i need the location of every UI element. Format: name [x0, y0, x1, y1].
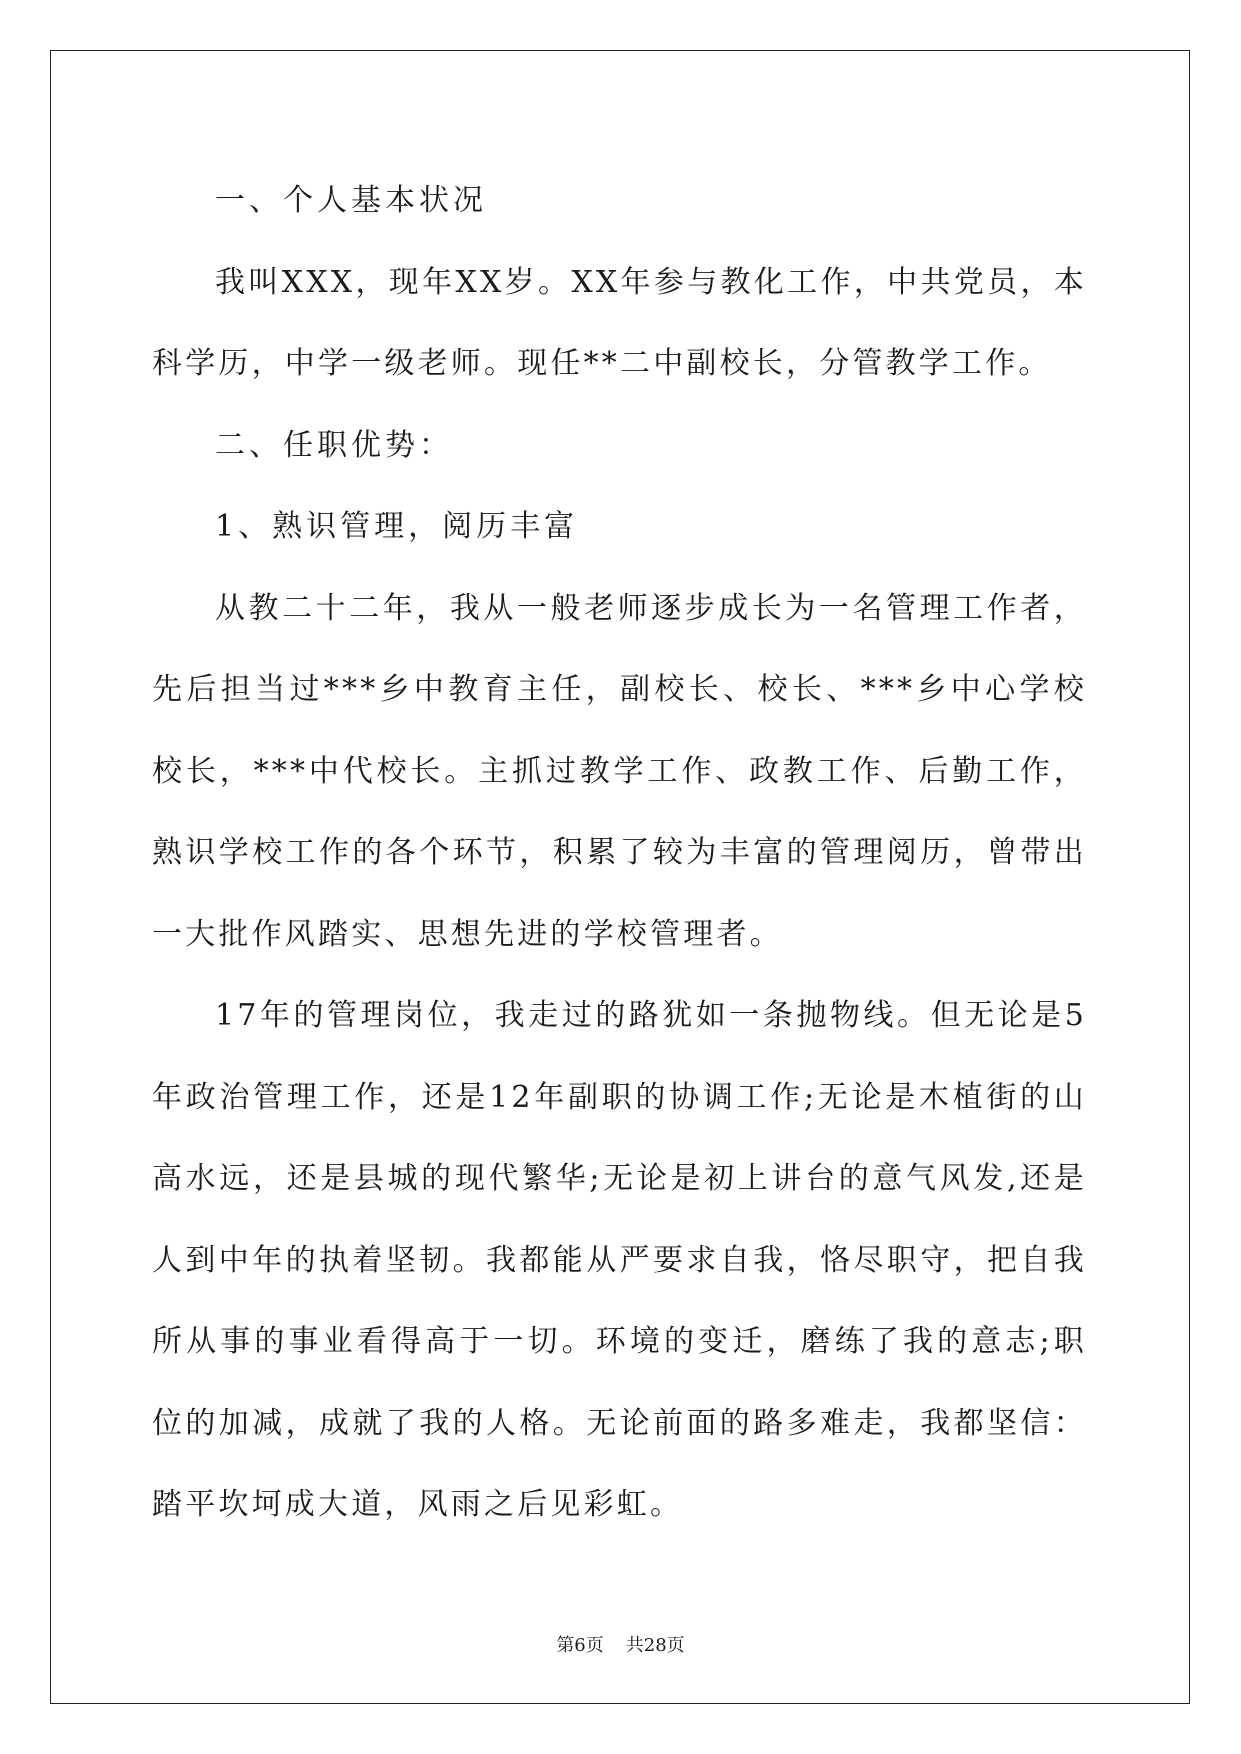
section-heading-advantages: 二、任职优势：: [215, 427, 453, 463]
page-footer: [0, 1631, 1241, 1657]
paragraph-career-history: 从教二十二年，我从一般老师逐步成长为一名管理工作者，先后担当过***乡中教育主任，副校长、校长、***乡中心学校校长，***中代校长。主抓过教学工作、政教工作、后勤工作，熟识学校工作的各个环节，积累了较为丰富的管理阅历，曾带出一大批作风踏实、思想先进的学校管理者。: [152, 590, 1087, 952]
page-total: 共28页: [625, 1635, 685, 1656]
subheading-management-experience: 1、熟识管理，阅历丰富: [215, 509, 579, 544]
page-number: 第6页: [556, 1635, 604, 1656]
paragraph-management-years: 17年的管理岗位，我走过的路犹如一条抛物线。但无论是5年政治管理工作，还是12年副职的协调工作;无论是木植街的山高水远，还是县城的现代繁华;无论是初上讲台的意气风发,还是人到中年的执着坚韧。我都能从严要求自我，恪尽职守，把自我所从事的事业看得高于一切。环境的变迁，磨练了我的意志;职位的加减，成就了我的人格。无论前面的路多难走，我都坚信：踏平坎坷成大道，风雨之后见彩虹。: [152, 998, 1087, 1522]
document-body: [152, 160, 1087, 1546]
paragraph-personal-info: 我叫XXX，现年XX岁。XX年参与教化工作，中共党员，本科学历，中学一级老师。现任**二中副校长，分管教学工作。: [152, 264, 1087, 381]
section-heading-personal-info: 一、个人基本状况: [215, 183, 487, 218]
